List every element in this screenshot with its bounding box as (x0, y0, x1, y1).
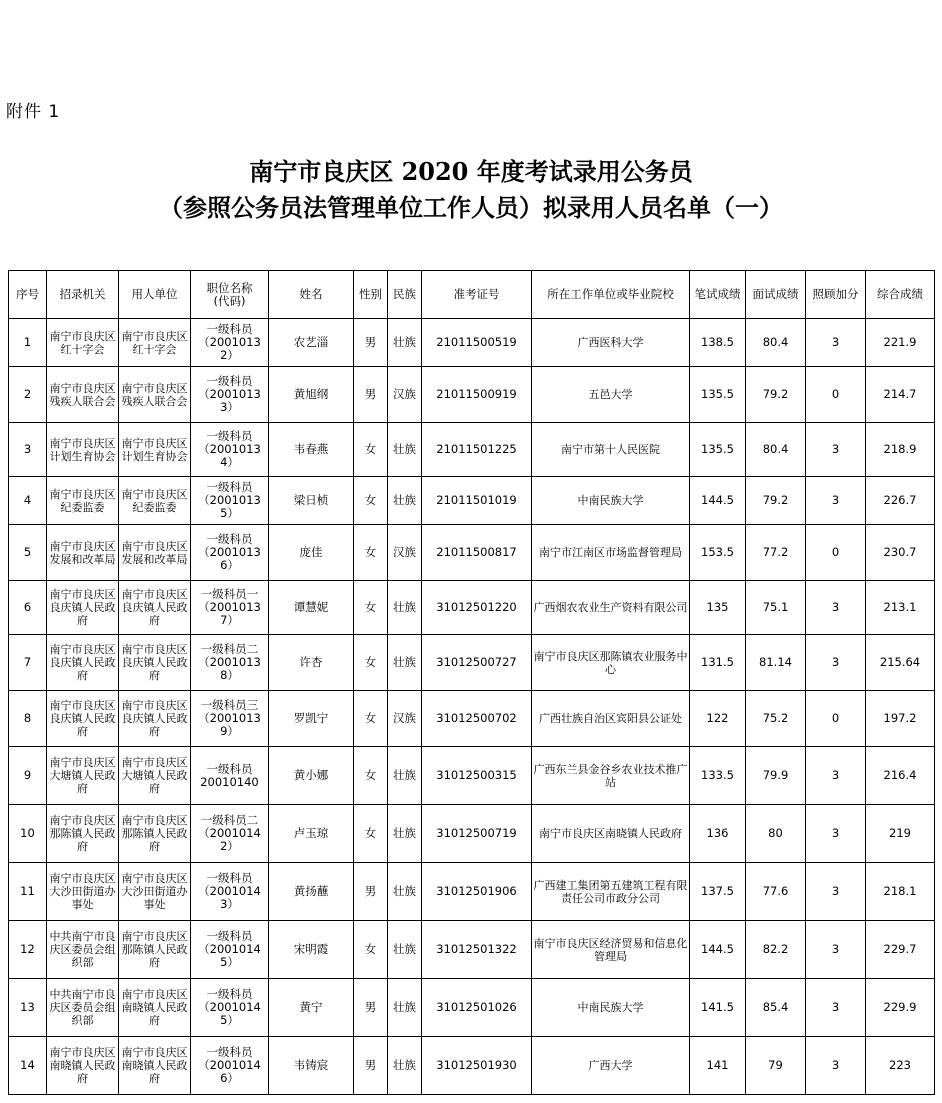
cell-bonus: 3 (806, 423, 866, 477)
cell-gender: 女 (354, 477, 388, 525)
cell-position: 一级科员 （20010135） (191, 477, 269, 525)
document-title-line1: 南宁市良庆区 2020 年度考试录用公务员 (249, 157, 693, 186)
cell-total: 215.64 (866, 635, 935, 691)
cell-total: 218.9 (866, 423, 935, 477)
table-row (9, 1037, 935, 1095)
cell-ticket: 31012501026 (422, 979, 532, 1037)
cell-ticket: 21011501019 (422, 477, 532, 525)
header-row (9, 271, 935, 319)
cell-school: 南宁市良庆区那陈镇农业服务中心 (532, 635, 690, 691)
cell-unit: 南宁市良庆区南晓镇人民政府 (119, 979, 191, 1037)
cell-position: 一级科员 （20010133） (191, 367, 269, 423)
cell-ethnicity: 壮族 (388, 805, 422, 863)
cell-ethnicity: 汉族 (388, 691, 422, 747)
cell-interview: 79.9 (746, 747, 806, 805)
cell-written: 137.5 (690, 863, 746, 921)
cell-ethnicity: 壮族 (388, 979, 422, 1037)
cell-name: 韦铸宸 (269, 1037, 354, 1095)
cell-unit: 南宁市良庆区南晓镇人民政府 (119, 1037, 191, 1095)
cell-school: 南宁市良庆区经济贸易和信息化管理局 (532, 921, 690, 979)
cell-written: 135.5 (690, 367, 746, 423)
cell-bonus: 0 (806, 691, 866, 747)
header-unit: 用人单位 (119, 271, 191, 319)
cell-ticket: 31012501930 (422, 1037, 532, 1095)
cell-unit: 南宁市良庆区纪委监委 (119, 477, 191, 525)
cell-seq: 11 (9, 863, 47, 921)
cell-gender: 女 (354, 581, 388, 635)
cell-bonus: 3 (806, 921, 866, 979)
cell-total: 218.1 (866, 863, 935, 921)
cell-name: 黄旭纲 (269, 367, 354, 423)
cell-interview: 80.4 (746, 319, 806, 367)
cell-interview: 80.4 (746, 423, 806, 477)
cell-written: 135 (690, 581, 746, 635)
cell-position: 一级科员三 （20010139） (191, 691, 269, 747)
cell-name: 宋明霞 (269, 921, 354, 979)
cell-gender: 女 (354, 635, 388, 691)
cell-ticket: 21011500519 (422, 319, 532, 367)
cell-interview: 81.14 (746, 635, 806, 691)
cell-ticket: 21011500817 (422, 525, 532, 581)
cell-position: 一级科员二 （20010138） (191, 635, 269, 691)
cell-ticket: 21011501225 (422, 423, 532, 477)
table-row (9, 581, 935, 635)
cell-written: 144.5 (690, 921, 746, 979)
cell-name: 梁日桢 (269, 477, 354, 525)
cell-bonus: 3 (806, 863, 866, 921)
cell-interview: 79.2 (746, 477, 806, 525)
cell-unit: 南宁市良庆区残疾人联合会 (119, 367, 191, 423)
cell-name: 卢玉琼 (269, 805, 354, 863)
cell-agency: 南宁市良庆区良庆镇人民政府 (47, 635, 119, 691)
cell-unit: 南宁市良庆区那陈镇人民政府 (119, 805, 191, 863)
cell-bonus: 3 (806, 581, 866, 635)
cell-seq: 2 (9, 367, 47, 423)
cell-interview: 79.2 (746, 367, 806, 423)
cell-agency: 南宁市良庆区红十字会 (47, 319, 119, 367)
cell-ethnicity: 壮族 (388, 635, 422, 691)
cell-name: 许杏 (269, 635, 354, 691)
cell-school: 广西医科大学 (532, 319, 690, 367)
cell-gender: 女 (354, 921, 388, 979)
cell-seq: 9 (9, 747, 47, 805)
cell-agency: 中共南宁市良庆区委员会组织部 (47, 979, 119, 1037)
header-school: 所在工作单位或毕业院校 (532, 271, 690, 319)
cell-gender: 女 (354, 747, 388, 805)
cell-interview: 77.6 (746, 863, 806, 921)
cell-position: 一级科员一 （20010137） (191, 581, 269, 635)
cell-name: 黄小娜 (269, 747, 354, 805)
header-name: 姓名 (269, 271, 354, 319)
cell-written: 136 (690, 805, 746, 863)
cell-total: 229.9 (866, 979, 935, 1037)
cell-position: 一级科员 （20010134） (191, 423, 269, 477)
table-row (9, 921, 935, 979)
cell-gender: 女 (354, 525, 388, 581)
cell-bonus: 3 (806, 979, 866, 1037)
cell-written: 141.5 (690, 979, 746, 1037)
cell-written: 131.5 (690, 635, 746, 691)
cell-total: 226.7 (866, 477, 935, 525)
cell-bonus: 3 (806, 635, 866, 691)
cell-position: 一级科员 （20010145） (191, 979, 269, 1037)
header-agency: 招录机关 (47, 271, 119, 319)
cell-total: 230.7 (866, 525, 935, 581)
cell-interview: 80 (746, 805, 806, 863)
cell-unit: 南宁市良庆区大沙田街道办事处 (119, 863, 191, 921)
cell-total: 216.4 (866, 747, 935, 805)
cell-bonus: 0 (806, 367, 866, 423)
cell-unit: 南宁市良庆区那陈镇人民政府 (119, 921, 191, 979)
cell-total: 223 (866, 1037, 935, 1095)
cell-seq: 1 (9, 319, 47, 367)
table-row (9, 979, 935, 1037)
cell-written: 122 (690, 691, 746, 747)
cell-total: 219 (866, 805, 935, 863)
cell-written: 141 (690, 1037, 746, 1095)
cell-seq: 7 (9, 635, 47, 691)
header-ticket: 准考证号 (422, 271, 532, 319)
cell-interview: 85.4 (746, 979, 806, 1037)
cell-gender: 男 (354, 1037, 388, 1095)
cell-total: 221.9 (866, 319, 935, 367)
cell-agency: 南宁市良庆区那陈镇人民政府 (47, 805, 119, 863)
cell-unit: 南宁市良庆区发展和改革局 (119, 525, 191, 581)
table-row (9, 423, 935, 477)
table-row (9, 805, 935, 863)
cell-school: 中南民族大学 (532, 477, 690, 525)
cell-school: 五邑大学 (532, 367, 690, 423)
cell-seq: 14 (9, 1037, 47, 1095)
annex-label: 附件 1 (6, 102, 61, 122)
cell-name: 黄扬蘸 (269, 863, 354, 921)
cell-gender: 男 (354, 979, 388, 1037)
header-position: 职位名称 (代码) (191, 271, 269, 319)
cell-unit: 南宁市良庆区大塘镇人民政府 (119, 747, 191, 805)
header-bonus: 照顾加分 (806, 271, 866, 319)
cell-ethnicity: 汉族 (388, 367, 422, 423)
cell-bonus: 3 (806, 319, 866, 367)
table-row (9, 367, 935, 423)
cell-position: 一级科员 20010140 (191, 747, 269, 805)
cell-name: 韦春燕 (269, 423, 354, 477)
cell-ethnicity: 壮族 (388, 747, 422, 805)
table-row (9, 691, 935, 747)
cell-school: 南宁市良庆区南晓镇人民政府 (532, 805, 690, 863)
cell-seq: 4 (9, 477, 47, 525)
cell-ticket: 31012501322 (422, 921, 532, 979)
cell-position: 一级科员 （20010146） (191, 1037, 269, 1095)
cell-ticket: 31012500315 (422, 747, 532, 805)
cell-seq: 3 (9, 423, 47, 477)
cell-agency: 南宁市良庆区纪委监委 (47, 477, 119, 525)
cell-gender: 男 (354, 367, 388, 423)
cell-ethnicity: 壮族 (388, 319, 422, 367)
cell-interview: 79 (746, 1037, 806, 1095)
cell-agency: 南宁市良庆区发展和改革局 (47, 525, 119, 581)
table-row (9, 635, 935, 691)
cell-gender: 女 (354, 805, 388, 863)
cell-agency: 南宁市良庆区残疾人联合会 (47, 367, 119, 423)
header-seq: 序号 (9, 271, 47, 319)
cell-seq: 5 (9, 525, 47, 581)
cell-gender: 女 (354, 423, 388, 477)
cell-bonus: 3 (806, 805, 866, 863)
cell-position: 一级科员二 （20010142） (191, 805, 269, 863)
cell-agency: 南宁市良庆区大沙田街道办事处 (47, 863, 119, 921)
cell-agency: 南宁市良庆区计划生育协会 (47, 423, 119, 477)
cell-written: 144.5 (690, 477, 746, 525)
cell-unit: 南宁市良庆区红十字会 (119, 319, 191, 367)
cell-ethnicity: 壮族 (388, 863, 422, 921)
cell-school: 广西大学 (532, 1037, 690, 1095)
cell-position: 一级科员 （20010136） (191, 525, 269, 581)
cell-agency: 中共南宁市良庆区委员会组织部 (47, 921, 119, 979)
cell-unit: 南宁市良庆区计划生育协会 (119, 423, 191, 477)
document-title-line2: （参照公务员法管理单位工作人员）拟录用人员名单（一） (159, 193, 783, 222)
cell-ethnicity: 壮族 (388, 423, 422, 477)
cell-gender: 女 (354, 691, 388, 747)
table-row (9, 319, 935, 367)
cell-written: 133.5 (690, 747, 746, 805)
cell-gender: 男 (354, 319, 388, 367)
header-gender: 性别 (354, 271, 388, 319)
cell-written: 153.5 (690, 525, 746, 581)
cell-agency: 南宁市良庆区大塘镇人民政府 (47, 747, 119, 805)
table-row (9, 747, 935, 805)
cell-school: 南宁市江南区市场监督管理局 (532, 525, 690, 581)
cell-bonus: 3 (806, 1037, 866, 1095)
cell-school: 广西东兰县金谷乡农业技术推广站 (532, 747, 690, 805)
cell-interview: 75.2 (746, 691, 806, 747)
cell-bonus: 3 (806, 477, 866, 525)
cell-name: 罗凯宁 (269, 691, 354, 747)
cell-school: 广西烟农农业生产资料有限公司 (532, 581, 690, 635)
cell-ethnicity: 壮族 (388, 1037, 422, 1095)
cell-bonus: 0 (806, 525, 866, 581)
header-written: 笔试成绩 (690, 271, 746, 319)
hire-roster-table (8, 270, 935, 1095)
cell-ethnicity: 壮族 (388, 921, 422, 979)
cell-agency: 南宁市良庆区良庆镇人民政府 (47, 691, 119, 747)
cell-interview: 82.2 (746, 921, 806, 979)
cell-seq: 13 (9, 979, 47, 1037)
header-total: 综合成绩 (866, 271, 935, 319)
cell-seq: 6 (9, 581, 47, 635)
cell-ethnicity: 汉族 (388, 525, 422, 581)
cell-total: 197.2 (866, 691, 935, 747)
cell-name: 庞佳 (269, 525, 354, 581)
cell-seq: 10 (9, 805, 47, 863)
cell-interview: 75.1 (746, 581, 806, 635)
cell-unit: 南宁市良庆区良庆镇人民政府 (119, 635, 191, 691)
cell-ticket: 31012500719 (422, 805, 532, 863)
cell-ticket: 31012500727 (422, 635, 532, 691)
table-row (9, 477, 935, 525)
cell-bonus: 3 (806, 747, 866, 805)
cell-seq: 8 (9, 691, 47, 747)
cell-unit: 南宁市良庆区良庆镇人民政府 (119, 581, 191, 635)
cell-written: 138.5 (690, 319, 746, 367)
cell-seq: 12 (9, 921, 47, 979)
cell-school: 广西壮族自治区宾阳县公证处 (532, 691, 690, 747)
cell-school: 广西建工集团第五建筑工程有限责任公司市政分公司 (532, 863, 690, 921)
cell-ticket: 31012501906 (422, 863, 532, 921)
cell-name: 农艺淄 (269, 319, 354, 367)
table-row (9, 525, 935, 581)
cell-school: 南宁市第十人民医院 (532, 423, 690, 477)
cell-position: 一级科员 （20010145） (191, 921, 269, 979)
cell-agency: 南宁市良庆区南晓镇人民政府 (47, 1037, 119, 1095)
cell-school: 中南民族大学 (532, 979, 690, 1037)
roster-body (9, 319, 935, 1095)
cell-ticket: 21011500919 (422, 367, 532, 423)
cell-gender: 男 (354, 863, 388, 921)
cell-written: 135.5 (690, 423, 746, 477)
cell-agency: 南宁市良庆区良庆镇人民政府 (47, 581, 119, 635)
table-row (9, 863, 935, 921)
cell-total: 214.7 (866, 367, 935, 423)
cell-unit: 南宁市良庆区良庆镇人民政府 (119, 691, 191, 747)
cell-name: 黄宁 (269, 979, 354, 1037)
cell-interview: 77.2 (746, 525, 806, 581)
header-interview: 面试成绩 (746, 271, 806, 319)
cell-position: 一级科员 （20010143） (191, 863, 269, 921)
cell-ticket: 31012500702 (422, 691, 532, 747)
cell-total: 213.1 (866, 581, 935, 635)
header-ethnicity: 民族 (388, 271, 422, 319)
cell-total: 229.7 (866, 921, 935, 979)
cell-name: 谭慧妮 (269, 581, 354, 635)
cell-ticket: 31012501220 (422, 581, 532, 635)
cell-position: 一级科员 （20010132） (191, 319, 269, 367)
cell-ethnicity: 壮族 (388, 477, 422, 525)
cell-ethnicity: 壮族 (388, 581, 422, 635)
